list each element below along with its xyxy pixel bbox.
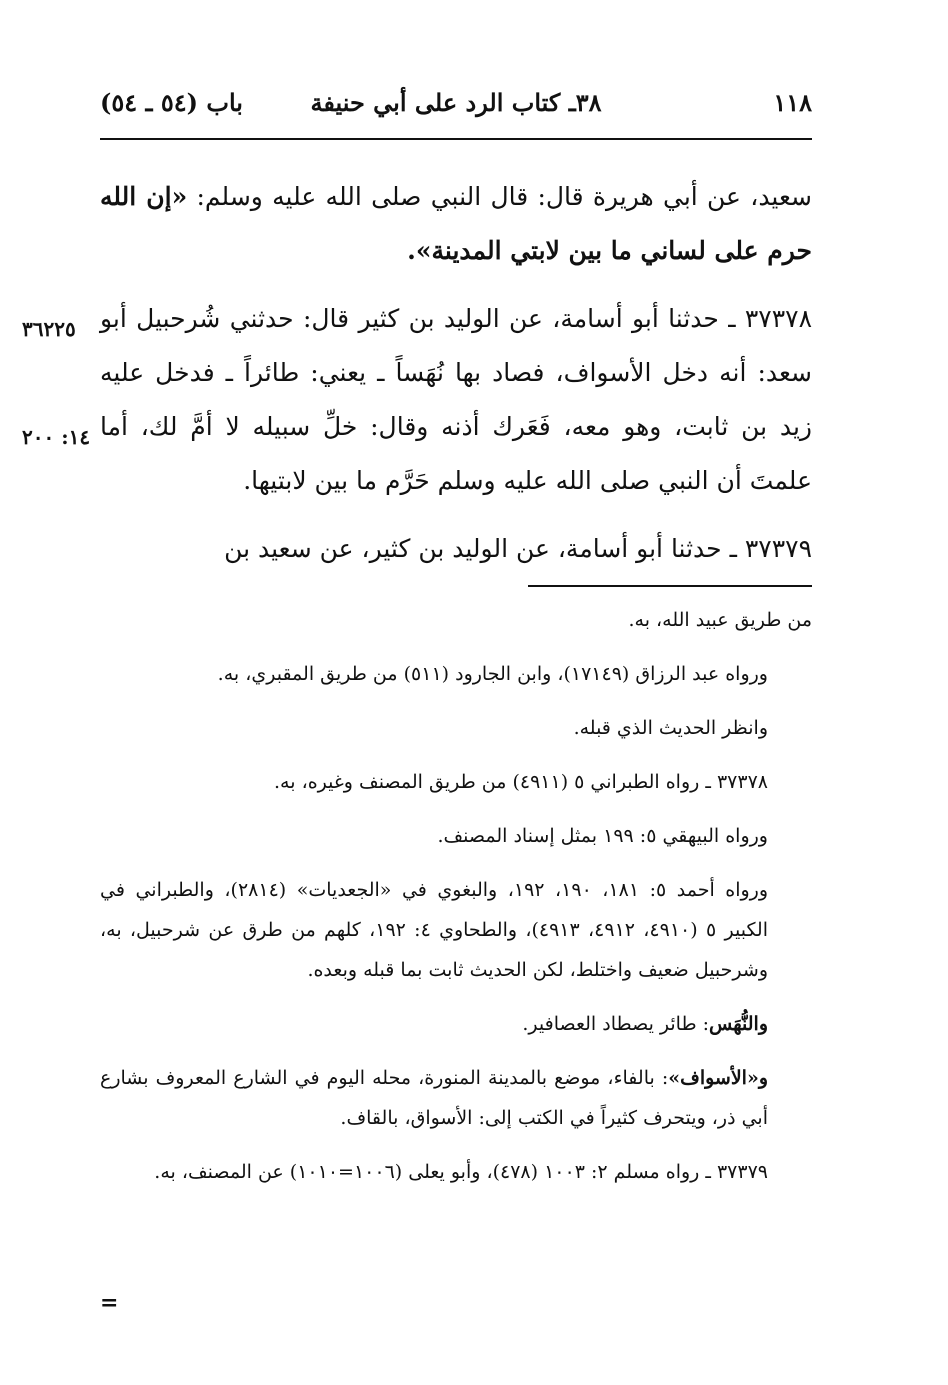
main-paragraph-3 — [100, 522, 812, 576]
footnote-divider — [528, 585, 812, 587]
footnotes — [100, 600, 812, 1206]
footnote-2: ورواه عبد الرزاق (١٧١٤٩)، وابن الجارود (٥١١) من طريق المقبري، به. — [217, 663, 768, 685]
chapter-label: باب (٥٤ ـ ٥٤) — [100, 88, 243, 117]
paragraph-1-text: سعيد، عن أبي هريرة قال: قال النبي صلى الله عليه وسلم: — [187, 182, 812, 211]
term-aswaf: و«الأسواف» — [668, 1067, 768, 1089]
main-paragraph-2 — [22, 292, 812, 508]
page-number: ١١٨ — [773, 88, 812, 117]
footnote-9: ٣٧٣٧٩ ـ رواه مسلم ٢: ١٠٠٣ (٤٧٨)، وأبو يعلى (١٠٠٦=١٠١٠) عن المصنف، به. — [154, 1161, 768, 1183]
term-nuhas-definition: : طائر يصطاد العصافير. — [522, 1013, 710, 1035]
hadith-37379: ٣٧٣٧٩ ـ حدثنا أبو أسامة، عن الوليد بن كثير، عن سعيد بن — [224, 534, 812, 563]
footnote-4: ٣٧٣٧٨ ـ رواه الطبراني ٥ (٤٩١١) من طريق المصنف وغيره، به. — [274, 771, 768, 793]
book-title: ٣٨ـ كتاب الرد على أبي حنيفة — [310, 88, 602, 117]
footnote-3: وانظر الحديث الذي قبله. — [573, 717, 768, 739]
footnote-5: ورواه البيهقي ٥: ١٩٩ بمثل إسناد المصنف. — [437, 825, 768, 847]
main-text — [22, 170, 812, 590]
hadith-quote: «إن الله حرم على لساني ما بين لابتي المدينة». — [100, 182, 812, 265]
footnote-7 — [100, 1004, 812, 1044]
main-paragraph-1 — [100, 170, 812, 278]
margin-reference-1: ٣٦٢٢٥ — [22, 317, 76, 341]
margin-reference-2: ١٤: ٢٠٠ — [22, 425, 91, 449]
term-aswaf-definition: : بالفاء، موضع بالمدينة المنورة، محله اليوم في الشارع المعروف بشارع أبي ذر، ويتحرف كثيراً في الكتب إلى: الأسواق، بالقاف. — [100, 1067, 768, 1129]
running-header — [100, 88, 812, 128]
footnote-1: من طريق عبيد الله، به. — [628, 609, 812, 631]
footnote-8 — [100, 1058, 812, 1138]
continuation-mark: = — [100, 1290, 119, 1316]
hadith-37378: ٣٧٣٧٨ ـ حدثنا أبو أسامة، عن الوليد بن كثير قال: حدثني شُرحبيل أبو سعد: أنه دخل الأسواف، فصاد بها نُهَساً ـ يعني: طائراً ـ فدخل عليه زيد بن ثابت، وهو معه، فَعَرك أذنه وقال: خلِّ سبيله لا أمَّ لك، أما علمتَ أن النبي صلى الله عليه وسلم حَرَّم ما بين لابتيها. — [100, 304, 812, 495]
header-divider — [100, 138, 812, 140]
footnote-6: ورواه أحمد ٥: ١٨١، ١٩٠، ١٩٢، والبغوي في «الجعديات» (٢٨١٤)، والطبراني في الكبير ٥ (٤٩١٠، ٤٩١٢، ٤٩١٣)، والطحاوي ٤: ١٩٢، كلهم من طرق عن شرحبيل، به، وشرحبيل ضعيف واختلط، لكن الحديث ثابت بما قبله وبعده. — [100, 879, 769, 981]
term-nuhas: والنُّهَس — [709, 1013, 768, 1035]
